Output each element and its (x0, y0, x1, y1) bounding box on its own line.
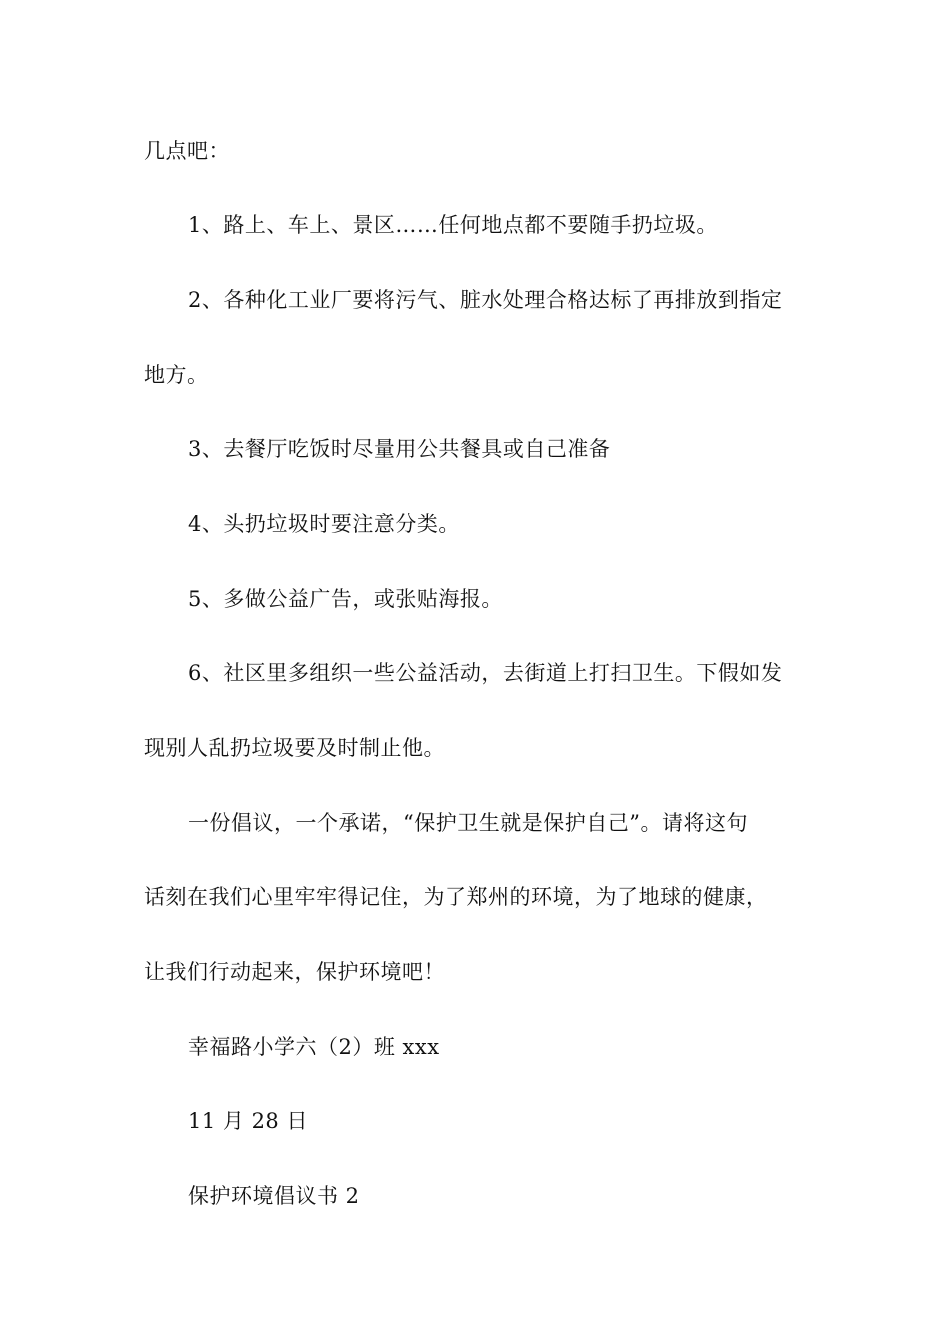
list-item-2: 2、各种化工业厂要将污气、脏水处理合格达标了再排放到指定 (188, 288, 783, 312)
date: 11 月 28 日 (188, 1109, 308, 1133)
signature: 幸福路小学六（2）班 xxx (188, 1035, 440, 1059)
closing-paragraph-line-3: 让我们行动起来，保护环境吧！ (144, 960, 445, 984)
closing-paragraph-line-1: 一份倡议，一个承诺，“保护卫生就是保护自己”。请将这句 (188, 811, 748, 835)
list-item-4: 4、头扔垃圾时要注意分类。 (188, 512, 460, 536)
list-item-3: 3、去餐厅吃饭时尽量用公共餐具或自己准备 (188, 437, 611, 461)
next-section-title: 保护环境倡议书 2 (188, 1184, 360, 1208)
list-item-5: 5、多做公益广告，或张贴海报。 (188, 587, 503, 611)
list-item-6-continuation: 现别人乱扔垃圾要及时制止他。 (144, 736, 445, 760)
text-line-1: 几点吧： (144, 139, 230, 163)
closing-paragraph-line-2: 话刻在我们心里牢牢得记住，为了郑州的环境，为了地球的健康， (144, 885, 768, 909)
list-item-2-continuation: 地方。 (144, 363, 209, 387)
list-item-6: 6、社区里多组织一些公益活动，去街道上打扫卫生。下假如发 (188, 661, 783, 685)
list-item-1: 1、路上、车上、景区……任何地点都不要随手扔垃圾。 (188, 213, 718, 237)
